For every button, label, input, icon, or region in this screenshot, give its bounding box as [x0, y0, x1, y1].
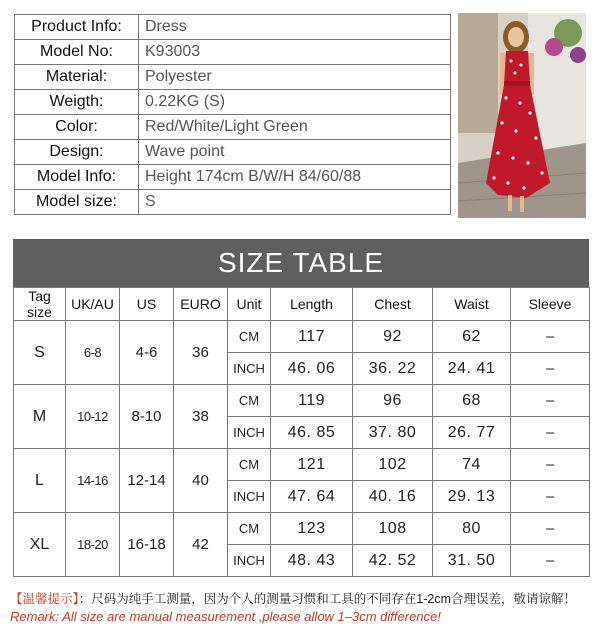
info-row [15, 90, 451, 115]
chest-cell: 92 [353, 321, 433, 353]
uk-au-cell: 6-8 [66, 321, 120, 385]
info-value: K93003 [139, 40, 451, 65]
us-cell: 16-18 [120, 513, 174, 577]
sleeve-cell: – [511, 481, 590, 513]
header-unit: Unit [228, 288, 271, 321]
length-cell: 47. 64 [271, 481, 353, 513]
size-row [14, 449, 590, 481]
us-cell: 12-14 [120, 449, 174, 513]
product-info-table [14, 14, 451, 215]
length-cell: 48. 43 [271, 545, 353, 577]
euro-cell: 38 [174, 385, 228, 449]
us-cell: 8-10 [120, 385, 174, 449]
unit-cell: INCH [228, 417, 271, 449]
sleeve-cell: – [511, 545, 590, 577]
info-value: Height 174cm B/W/H 84/60/88 [139, 165, 451, 190]
info-row [15, 165, 451, 190]
length-cell: 117 [271, 321, 353, 353]
chest-cell: 36. 22 [353, 353, 433, 385]
info-value: 0.22KG (S) [139, 90, 451, 115]
length-cell: 121 [271, 449, 353, 481]
uk-au-cell: 18-20 [66, 513, 120, 577]
info-label: Model Info: [15, 165, 139, 190]
model-photo [458, 13, 586, 218]
info-label: Design: [15, 140, 139, 165]
tag-size-cell: M [14, 385, 66, 449]
waist-cell: 24. 41 [433, 353, 511, 385]
uk-au-cell: 14-16 [66, 449, 120, 513]
chest-cell: 96 [353, 385, 433, 417]
size-table-title: SIZE TABLE [13, 239, 589, 287]
unit-cell: CM [228, 513, 271, 545]
info-row [15, 15, 451, 40]
sleeve-cell: – [511, 449, 590, 481]
length-cell: 123 [271, 513, 353, 545]
info-label: Color: [15, 115, 139, 140]
waist-cell: 80 [433, 513, 511, 545]
tag-size-cell: XL [14, 513, 66, 577]
sleeve-cell: – [511, 353, 590, 385]
header-waist: Waist [433, 288, 511, 321]
header-tag-size: Tag size [14, 288, 66, 321]
waist-cell: 29. 13 [433, 481, 511, 513]
info-value: S [139, 190, 451, 215]
euro-cell: 40 [174, 449, 228, 513]
info-label: Product Info: [15, 15, 139, 40]
unit-cell: CM [228, 449, 271, 481]
info-value: Wave point [139, 140, 451, 165]
waist-cell: 68 [433, 385, 511, 417]
info-row [15, 190, 451, 215]
note-text: ：尺码为纯手工测量，因为个人的测量习惯和工具的不同存在1-2cm合理误差，敬请谅解！ [78, 592, 576, 606]
sleeve-cell: – [511, 513, 590, 545]
waist-cell: 74 [433, 449, 511, 481]
sleeve-cell: – [511, 321, 590, 353]
info-label: Model No: [15, 40, 139, 65]
unit-cell: CM [228, 321, 271, 353]
unit-cell: INCH [228, 545, 271, 577]
remark-note: Remark: All size are manual measurement ,please allow 1–3cm difference! [10, 609, 441, 624]
chest-cell: 37. 80 [353, 417, 433, 449]
header-uk-au: UK/AU [66, 288, 120, 321]
length-cell: 119 [271, 385, 353, 417]
chest-cell: 102 [353, 449, 433, 481]
chest-cell: 108 [353, 513, 433, 545]
tag-size-cell: S [14, 321, 66, 385]
info-row [15, 140, 451, 165]
header-chest: Chest [353, 288, 433, 321]
info-row [15, 40, 451, 65]
euro-cell: 42 [174, 513, 228, 577]
info-label: Material: [15, 65, 139, 90]
chest-cell: 40. 16 [353, 481, 433, 513]
waist-cell: 62 [433, 321, 511, 353]
length-cell: 46. 06 [271, 353, 353, 385]
size-row [14, 385, 590, 417]
header-us: US [120, 288, 174, 321]
header-euro: EURO [174, 288, 228, 321]
info-value: Polyester [139, 65, 451, 90]
info-row [15, 115, 451, 140]
waist-cell: 31. 50 [433, 545, 511, 577]
unit-cell: INCH [228, 353, 271, 385]
note-prefix: 【温馨提示】 [10, 592, 79, 606]
uk-au-cell: 10-12 [66, 385, 120, 449]
info-label: Model size: [15, 190, 139, 215]
unit-cell: CM [228, 385, 271, 417]
sleeve-cell: – [511, 385, 590, 417]
info-row [15, 65, 451, 90]
us-cell: 4-6 [120, 321, 174, 385]
size-row [14, 321, 590, 353]
info-value: Red/White/Light Green [139, 115, 451, 140]
size-header-row [14, 288, 590, 321]
header-sleeve: Sleeve [511, 288, 590, 321]
info-value: Dress [139, 15, 451, 40]
chest-cell: 42. 52 [353, 545, 433, 577]
unit-cell: INCH [228, 481, 271, 513]
info-label: Weigth: [15, 90, 139, 115]
chinese-note [10, 589, 576, 607]
euro-cell: 36 [174, 321, 228, 385]
size-row [14, 513, 590, 545]
size-table [13, 287, 590, 577]
waist-cell: 26. 77 [433, 417, 511, 449]
header-length: Length [271, 288, 353, 321]
tag-size-cell: L [14, 449, 66, 513]
sleeve-cell: – [511, 417, 590, 449]
length-cell: 46. 85 [271, 417, 353, 449]
